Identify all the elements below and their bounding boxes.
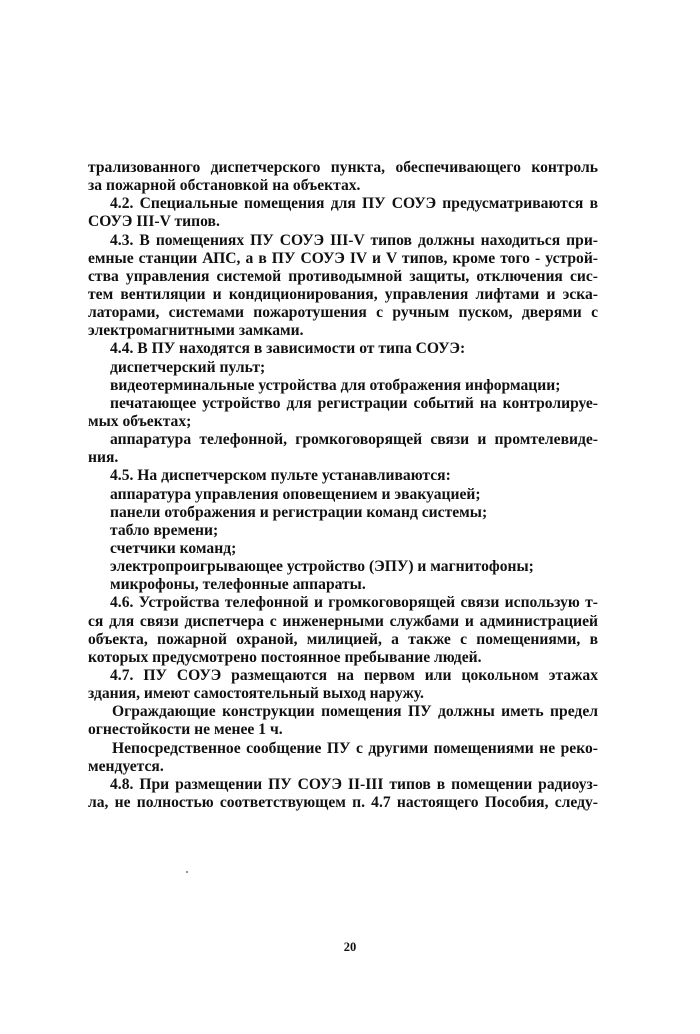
text-line: аппаратура управления оповещением и эвакуацией;: [110, 485, 481, 503]
text-line: огнестойкости не менее 1 ч.: [88, 721, 283, 739]
text-line: ся для связи диспетчера с инженерными службами и администрацией: [88, 612, 598, 630]
text-line: которых предусмотрено постоянное пребывание людей.: [88, 648, 482, 666]
body-text: [88, 159, 598, 812]
text-line: СОУЭ III-V типов.: [88, 213, 220, 231]
text-line: счетчики команд;: [110, 539, 237, 557]
text-line: ла, не полностью соответствующем п. 4.7 настоящего Пособия, следу-: [88, 793, 598, 811]
text-line: за пожарной обстановкой на объектах.: [88, 177, 361, 195]
text-line: 4.2. Специальные помещения для ПУ СОУЭ предусматриваются в: [110, 195, 598, 213]
text-line: ния.: [88, 449, 119, 467]
text-line: табло времени;: [110, 521, 219, 539]
text-line: аппаратура телефонной, громкоговорящей связи и промтелевиде-: [110, 431, 598, 449]
text-line: видеотерминальные устройства для отображения информации;: [110, 376, 561, 394]
text-line: емные станции АПС, а в ПУ СОУЭ IV и V типов, кроме того - устрой-: [88, 249, 598, 267]
text-line: 4.4. В ПУ находятся в зависимости от типа СОУЭ:: [110, 340, 466, 358]
text-line: электромагнитными замками.: [88, 322, 304, 340]
text-line: микрофоны, телефонные аппараты.: [110, 576, 366, 594]
text-line: ства управления системой противодымной защиты, отключения сис-: [88, 267, 598, 285]
text-line: 4.8. При размещении ПУ СОУЭ II-III типов в помещении радиоуз-: [110, 775, 598, 793]
text-line: панели отображения и регистрации команд системы;: [110, 503, 488, 521]
text-line: 4.5. На диспетчерском пульте устанавливаются:: [110, 467, 451, 485]
text-line: диспетчерский пульт;: [110, 358, 266, 376]
text-line: мендуется.: [88, 757, 164, 775]
text-line: здания, имеют самостоятельный выход наружу.: [88, 685, 424, 703]
text-line: 4.7. ПУ СОУЭ размещаются на первом или цокольном этажах: [110, 666, 598, 684]
text-line: 4.3. В помещениях ПУ СОУЭ III-V типов должны находиться при-: [110, 231, 598, 249]
text-line: 4.6. Устройства телефонной и громкоговорящей связи использую т-: [110, 594, 598, 612]
page-number: 20: [343, 940, 357, 954]
scan-speck: [186, 871, 188, 873]
text-line: Непосредственное сообщение ПУ с другими помещениями не реко-: [112, 739, 598, 757]
text-line: печатающее устройство для регистрации событий на контролируе-: [110, 394, 598, 412]
text-line: тем вентиляции и кондиционирования, управления лифтами и эска-: [88, 285, 598, 303]
text-line: латорами, системами пожаротушения с ручным пуском, дверями с: [88, 304, 598, 322]
text-line: электропроигрывающее устройство (ЭПУ) и магнитофоны;: [110, 558, 534, 576]
text-line: мых объектах;: [88, 412, 192, 430]
text-line: трализованного диспетчерского пункта, обеспечивающего контроль: [88, 159, 598, 176]
text-line: объекта, пожарной охраной, милицией, а также с помещениями, в: [88, 630, 598, 648]
text-line: Ограждающие конструкции помещения ПУ должны иметь предел: [112, 703, 598, 721]
